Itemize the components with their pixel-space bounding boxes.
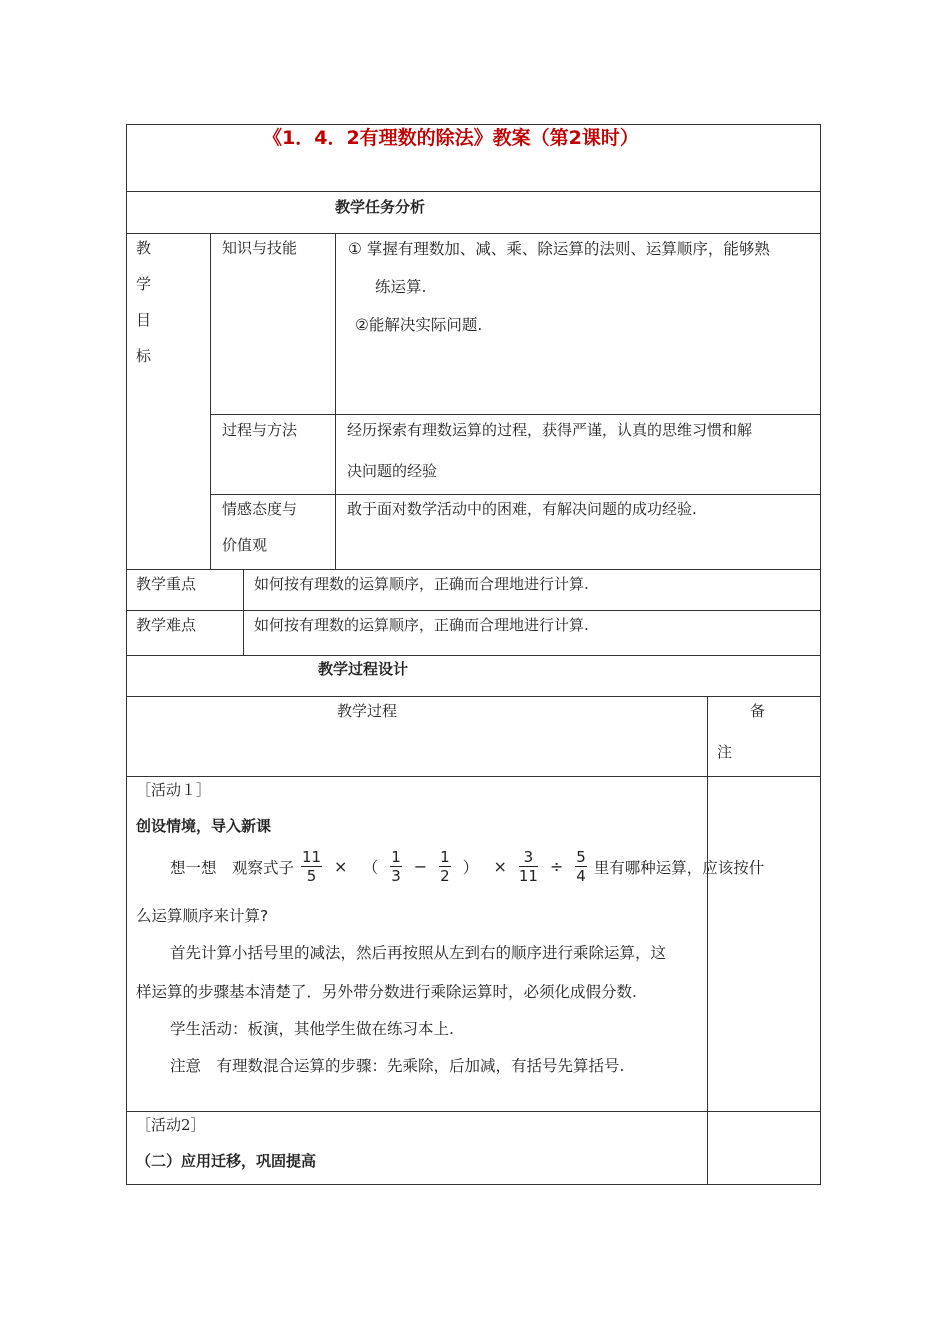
col-divider (243, 569, 244, 655)
expression-line (170, 848, 764, 885)
row-divider (210, 414, 821, 415)
fraction: $\frac{3}{11}$ (518, 848, 538, 885)
objectives-label-char: 标 (136, 347, 152, 365)
process-method-line: 决问题的经验 (347, 462, 438, 480)
key-point-label: 教学重点 (136, 575, 197, 593)
row-divider (126, 1111, 821, 1112)
row-divider (126, 233, 821, 234)
think-line: 么运算顺序来计算? (136, 907, 269, 925)
paragraph-line: 首先计算小括号里的减法，然后再按照从左到右的顺序进行乘除运算，这 (170, 944, 667, 962)
process-column-header: 教学过程 (337, 702, 398, 720)
activity-tag: ［活动2］ (136, 1116, 206, 1134)
emotion-label: 价值观 (222, 536, 268, 554)
knowledge-line: 练运算. (375, 278, 427, 296)
remark-column-header: 备 (750, 702, 766, 720)
col-divider (210, 233, 211, 569)
fraction: $\frac{1}{2}$ (440, 848, 450, 885)
left-paren: （ (362, 858, 379, 877)
activity-tag: ［活动１］ (136, 781, 212, 799)
objectives-label-char: 目 (136, 311, 152, 329)
times-sign: × (493, 857, 507, 876)
remark-column-header: 注 (717, 743, 733, 761)
row-divider (126, 191, 821, 192)
section-heading-analysis: 教学任务分析 (335, 198, 426, 216)
knowledge-label: 知识与技能 (222, 239, 298, 257)
emotion-label: 情感态度与 (222, 500, 298, 518)
row-divider (210, 494, 821, 495)
paragraph-line: 样运算的步骤基本清楚了．另外带分数进行乘除运算时，必须化成假分数. (136, 983, 637, 1001)
row-divider (126, 610, 821, 611)
col-divider (335, 233, 336, 569)
emotion-text: 敢于面对数学活动中的困难，有解决问题的成功经验. (347, 500, 697, 518)
knowledge-line: ① 掌握有理数加、减、乘、除运算的法则、运算顺序，能够熟 (348, 240, 770, 258)
difficulty-label: 教学难点 (136, 616, 197, 634)
activity-heading: 创设情境，导入新课 (136, 817, 272, 835)
process-method-line: 经历探索有理数运算的过程，获得严谨，认真的思维习惯和解 (347, 421, 753, 439)
row-divider (126, 655, 821, 656)
knowledge-line: ②能解决实际问题. (355, 316, 483, 334)
objectives-label-char: 教 (136, 239, 152, 257)
key-point-text: 如何按有理数的运算顺序，正确而合理地进行计算. (254, 575, 589, 593)
divide-sign: ÷ (549, 857, 564, 876)
row-divider (126, 696, 821, 697)
student-activity: 学生活动：板演，其他学生做在练习本上. (170, 1020, 454, 1038)
fraction: $\frac{5}{4}$ (576, 848, 586, 885)
think-suffix: 里有哪种运算，应该按什 (593, 858, 765, 877)
row-divider (126, 776, 821, 777)
page-title: 《1．4．2有理数的除法》教案（第2课时） (263, 127, 639, 149)
note-text: 注意 有理数混合运算的步骤：先乘除，后加减，有括号先算括号. (170, 1057, 625, 1075)
activity-heading: （二）应用迁移，巩固提高 (136, 1152, 317, 1170)
objectives-label-char: 学 (136, 275, 152, 293)
times-sign: × (333, 857, 348, 876)
section-heading-design: 教学过程设计 (318, 660, 409, 678)
right-paren: ） (462, 858, 479, 877)
fraction: $\frac{11}{5}$ (301, 848, 322, 885)
fraction: $\frac{1}{3}$ (391, 848, 401, 885)
row-divider (126, 569, 821, 570)
col-divider (707, 696, 708, 1185)
minus-sign: − (413, 857, 428, 876)
process-method-label: 过程与方法 (222, 421, 298, 439)
difficulty-text: 如何按有理数的运算顺序，正确而合理地进行计算. (254, 616, 589, 634)
think-prefix: 想一想 观察式子 (170, 858, 295, 877)
